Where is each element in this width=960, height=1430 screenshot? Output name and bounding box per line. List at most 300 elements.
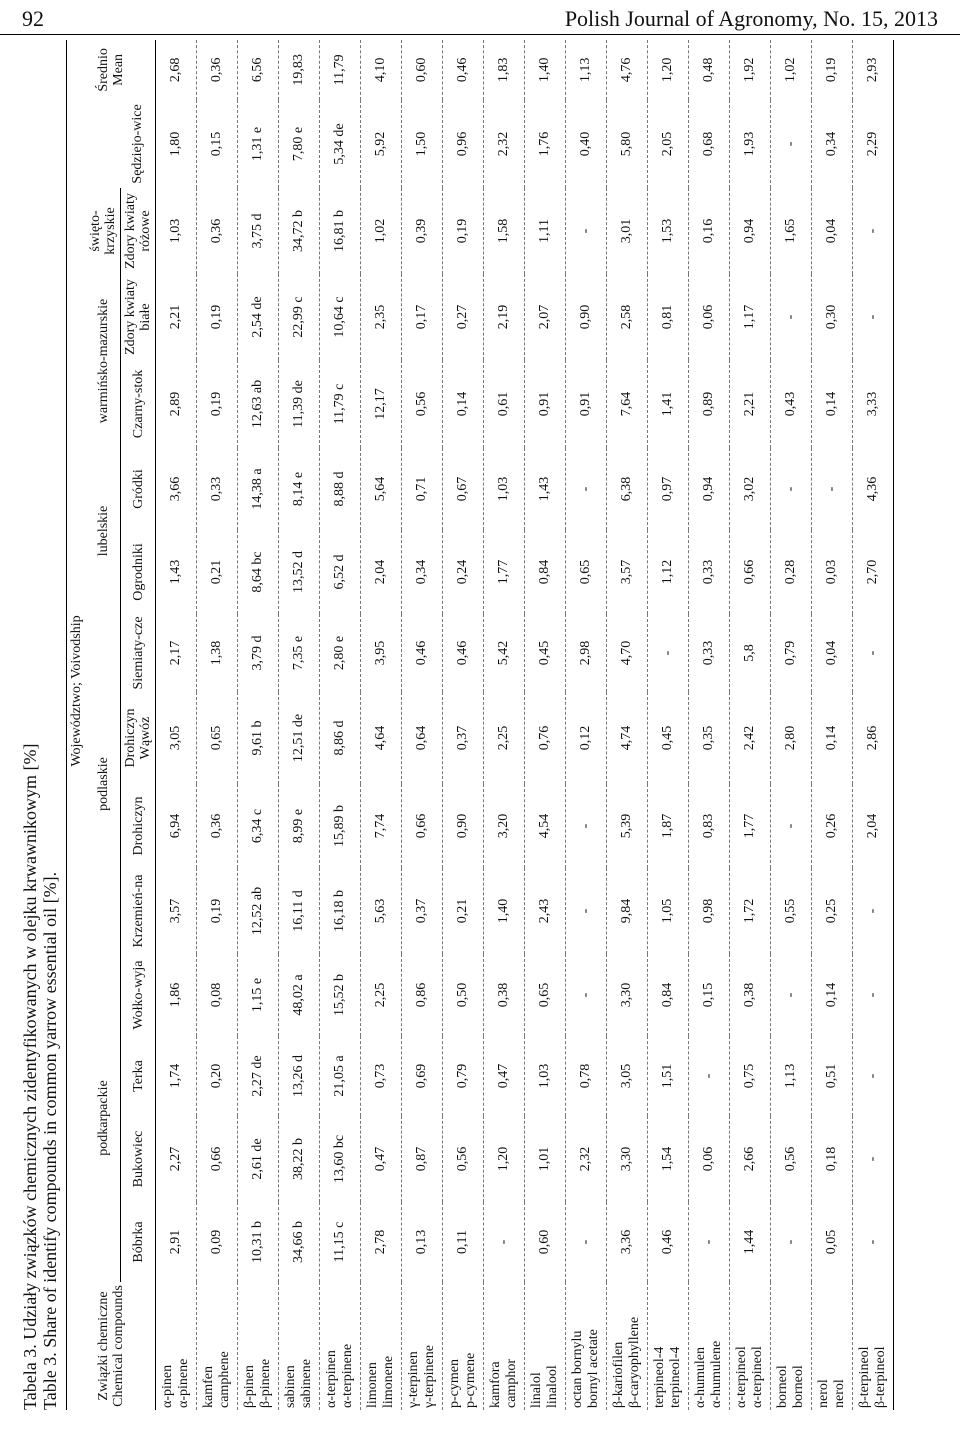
value-cell: 13,60 bc [320,1116,361,1202]
compound-name-en: β-pinene [258,1358,273,1408]
location-column-header: Siemiaty-cze [121,614,156,692]
value-cell: 0,38 [730,954,771,1036]
value-cell: 0,15 [197,100,238,188]
value-cell: 16,11 d [279,868,320,954]
value-cell: 0,55 [771,868,812,954]
column-header-row [121,40,156,1410]
value-cell: - [853,1202,894,1282]
value-cell: 0,19 [197,868,238,954]
value-cell: 16,18 b [320,868,361,954]
value-cell: 2,35 [361,274,402,360]
value-cell: 1,05 [648,868,689,954]
value-cell: 0,45 [648,692,689,784]
value-cell: - [689,1036,730,1116]
mean-cell: 11,79 [320,40,361,100]
value-cell: 6,38 [607,448,648,530]
value-cell: 1,31 e [238,100,279,188]
value-cell: 21,05 a [320,1036,361,1116]
compound-name-en: α-pinene [176,1358,191,1408]
location-column-header: Krzemień-na [121,868,156,954]
value-cell: 3,20 [484,784,525,868]
value-cell: - [566,868,607,954]
value-cell: 1,65 [771,188,812,274]
value-cell: 0,14 [812,954,853,1036]
value-cell: 0,71 [402,448,443,530]
location-column-header: Czarny-stok [121,360,156,448]
page-header [0,0,960,35]
value-cell: 0,19 [197,274,238,360]
value-cell: 3,30 [607,1116,648,1202]
value-cell: 1,41 [648,360,689,448]
compound-name-cell [771,1282,812,1410]
value-cell: 3,33 [853,360,894,448]
table-row [443,40,484,1410]
compound-name-pl: α-terpinen [324,1350,339,1408]
compound-name-cell [238,1282,279,1410]
value-cell: - [853,274,894,360]
value-cell: 22,99 c [279,274,320,360]
value-cell: 2,86 [853,692,894,784]
table-head [67,40,156,1410]
value-cell: 0,56 [443,1116,484,1202]
voivodship-group-header: święto-krzyskie [86,188,121,274]
value-cell: 2,32 [484,100,525,188]
value-cell: 0,04 [812,614,853,692]
value-cell: 1,43 [525,448,566,530]
value-cell: 0,14 [812,360,853,448]
value-cell: 2,27 [156,1116,197,1202]
value-cell: 5,34 de [320,100,361,188]
value-cell: - [771,1202,812,1282]
compound-name-en: γ-terpinene [422,1345,437,1408]
value-cell: 4,36 [853,448,894,530]
value-cell: - [566,448,607,530]
value-cell: 4,74 [607,692,648,784]
compound-name-pl: β-pinen [242,1365,257,1408]
value-cell: 3,57 [156,868,197,954]
value-cell: - [853,868,894,954]
compound-name-en: terpineol-4 [668,1346,683,1408]
value-cell: 1,93 [730,100,771,188]
value-cell: 0,20 [197,1036,238,1116]
table-row [853,40,894,1410]
value-cell: - [484,1202,525,1282]
value-cell: 0,45 [525,614,566,692]
value-cell: 0,26 [812,784,853,868]
value-cell: 0,33 [689,614,730,692]
value-cell: 12,51 de [279,692,320,784]
value-cell: - [853,614,894,692]
value-cell: 0,46 [402,614,443,692]
value-cell: 2,25 [484,692,525,784]
value-cell: 0,15 [689,954,730,1036]
compound-name-pl: limonen [365,1362,380,1408]
value-cell: 10,31 b [238,1202,279,1282]
value-cell: 0,35 [689,692,730,784]
value-cell: 0,19 [443,188,484,274]
mean-cell: 6,56 [238,40,279,100]
table-row [730,40,771,1410]
compound-name-en: β-caryophyllene [627,1316,642,1408]
value-cell: 8,88 d [320,448,361,530]
value-cell: 1,02 [361,188,402,274]
value-cell: 0,06 [689,1116,730,1202]
value-cell: 2,43 [525,868,566,954]
value-cell: 0,36 [197,784,238,868]
value-cell: 0,12 [566,692,607,784]
value-cell: 6,52 d [320,530,361,614]
compound-name-en: borneol [791,1365,806,1408]
value-cell: 0,06 [689,274,730,360]
page-number: 92 [22,6,44,31]
value-cell: 2,91 [156,1202,197,1282]
value-cell: - [853,1116,894,1202]
mean-cell: 4,10 [361,40,402,100]
value-cell: 2,19 [484,274,525,360]
value-cell: 4,70 [607,614,648,692]
value-cell: 4,54 [525,784,566,868]
value-cell: 0,84 [525,530,566,614]
value-cell: 1,01 [525,1116,566,1202]
value-cell: 1,77 [730,784,771,868]
voivodship-group-header: warmińsko-mazurskie [86,274,121,448]
compound-name-en: camphor [504,1359,519,1408]
value-cell: 2,07 [525,274,566,360]
value-cell: - [853,188,894,274]
compound-name-cell [525,1282,566,1410]
value-cell: 0,38 [484,954,525,1036]
value-cell: 0,24 [443,530,484,614]
value-cell: 0,91 [566,360,607,448]
mean-cell: 1,02 [771,40,812,100]
value-cell: 0,13 [402,1202,443,1282]
value-cell: 1,77 [484,530,525,614]
compound-name-cell [566,1282,607,1410]
compound-name-pl: linalol [529,1372,544,1408]
table-row [279,40,320,1410]
location-column-header: Gródki [121,448,156,530]
value-cell: 1,03 [525,1036,566,1116]
value-cell: 11,15 c [320,1202,361,1282]
value-cell: 0,65 [525,954,566,1036]
compound-name-pl: kamfora [488,1361,503,1408]
value-cell: 6,34 c [238,784,279,868]
value-cell: 0,33 [197,448,238,530]
value-cell: 0,50 [443,954,484,1036]
value-cell: 0,33 [689,530,730,614]
value-cell: 0,61 [484,360,525,448]
table-row [484,40,525,1410]
value-cell: - [853,954,894,1036]
value-cell: 0,56 [771,1116,812,1202]
value-cell: 1,40 [484,868,525,954]
value-cell: 2,04 [853,784,894,868]
mean-cell: 2,93 [853,40,894,100]
table-row [320,40,361,1410]
value-cell: 0,66 [197,1116,238,1202]
value-cell: 1,38 [197,614,238,692]
value-cell: 0,11 [443,1202,484,1282]
compound-name-cell [648,1282,689,1410]
value-cell: 0,97 [648,448,689,530]
mean-cell: 1,20 [648,40,689,100]
value-cell: 7,35 e [279,614,320,692]
compound-name-pl: α-pinen [160,1364,175,1408]
value-cell: 34,66 b [279,1202,320,1282]
value-cell: 0,87 [402,1116,443,1202]
compound-name-en: sabinene [299,1359,314,1408]
value-cell: - [771,784,812,868]
table-row [812,40,853,1410]
value-cell: 8,14 e [279,448,320,530]
compound-name-en: β-terpineol [873,1346,888,1408]
value-cell: 1,58 [484,188,525,274]
value-cell: 2,54 de [238,274,279,360]
value-cell: 2,70 [853,530,894,614]
value-cell: 0,96 [443,100,484,188]
value-cell: 1,15 e [238,954,279,1036]
value-cell: 2,66 [730,1116,771,1202]
location-column-header: Sędziejo-wice [121,100,156,188]
table-row [648,40,689,1410]
value-cell: 3,95 [361,614,402,692]
value-cell: 0,09 [197,1202,238,1282]
compound-name-en: linalool [545,1365,560,1408]
value-cell: 0,64 [402,692,443,784]
voivodship-group-header: podlaskie [86,614,121,954]
value-cell: 1,12 [648,530,689,614]
value-cell: 3,66 [156,448,197,530]
compound-name-en: α-terpineol [750,1346,765,1408]
mean-header: Średnio Mean [67,40,156,100]
compound-name-cell [443,1282,484,1410]
caption-polish: Tabela 3. Udziały związków chemicznych zidentyfikowanych w olejku krwawnikowym [%] [20,743,40,1410]
compound-name-en: limonene [381,1355,396,1408]
mean-cell: 0,19 [812,40,853,100]
compound-name-pl: α-humulen [693,1347,708,1408]
value-cell: - [812,448,853,530]
table-row [361,40,402,1410]
value-cell: 10,64 c [320,274,361,360]
location-column-header: Ogrodniki [121,530,156,614]
value-cell: 1,44 [730,1202,771,1282]
value-cell: 15,52 b [320,954,361,1036]
value-cell: 13,26 d [279,1036,320,1116]
table-caption [20,40,60,1410]
table-body [156,40,894,1410]
compound-name-en: bornyl acetate [586,1329,601,1408]
value-cell: 2,32 [566,1116,607,1202]
value-cell: 1,72 [730,868,771,954]
journal-title: Polish Journal of Agronomy, No. 15, 2013 [564,6,938,31]
compound-name-pl: terpineol-4 [652,1346,667,1408]
value-cell: 0,83 [689,784,730,868]
value-cell: 2,21 [730,360,771,448]
value-cell: 5,63 [361,868,402,954]
value-cell: 0,76 [525,692,566,784]
value-cell: 3,01 [607,188,648,274]
value-cell: 38,22 b [279,1116,320,1202]
compound-name-en: α-terpinene [340,1343,355,1408]
value-cell: 1,03 [156,188,197,274]
compound-name-pl: β-kariofilen [611,1341,626,1408]
value-cell: 14,38 a [238,448,279,530]
value-cell: 2,25 [361,954,402,1036]
value-cell: 0,73 [361,1036,402,1116]
value-cell: 0,25 [812,868,853,954]
value-cell: 0,28 [771,530,812,614]
table-row [607,40,648,1410]
value-cell: 5,8 [730,614,771,692]
value-cell: 2,80 e [320,614,361,692]
value-cell: 0,69 [402,1036,443,1116]
compound-header: Związki chemiczne Chemical compounds [67,1282,156,1410]
value-cell: 3,75 d [238,188,279,274]
value-cell: 3,02 [730,448,771,530]
value-cell: 0,19 [197,360,238,448]
value-cell: 12,17 [361,360,402,448]
value-cell: 0,04 [812,188,853,274]
value-cell: 0,67 [443,448,484,530]
compound-name-cell [853,1282,894,1410]
compound-name-cell [197,1282,238,1410]
value-cell: 3,05 [607,1036,648,1116]
value-cell: 1,51 [648,1036,689,1116]
value-cell: 0,37 [402,868,443,954]
table-row [238,40,279,1410]
value-cell: 1,43 [156,530,197,614]
table-row [402,40,443,1410]
value-cell: 0,86 [402,954,443,1036]
value-cell: 0,79 [771,614,812,692]
value-cell: 5,64 [361,448,402,530]
table-row [525,40,566,1410]
compound-name-cell [812,1282,853,1410]
mean-cell: 0,60 [402,40,443,100]
mean-cell: 1,13 [566,40,607,100]
table-row [689,40,730,1410]
compound-name-en: nerol [832,1379,847,1408]
value-cell: 0,47 [484,1036,525,1116]
value-cell: 1,03 [484,448,525,530]
value-cell: 0,68 [689,100,730,188]
value-cell: 1,86 [156,954,197,1036]
value-cell: 11,79 c [320,360,361,448]
value-cell: 34,72 b [279,188,320,274]
location-column-header: Drohiczyn Wąwóz [121,692,156,784]
value-cell: 0,08 [197,954,238,1036]
value-cell: 2,05 [648,100,689,188]
value-cell: - [771,954,812,1036]
value-cell: 4,64 [361,692,402,784]
compound-name-en: α-humulene [709,1340,724,1408]
value-cell: 2,78 [361,1202,402,1282]
value-cell: 0,16 [689,188,730,274]
value-cell: 0,90 [566,274,607,360]
compound-name-pl: p-cymen [447,1359,462,1408]
value-cell: 0,14 [443,360,484,448]
compound-name-cell [607,1282,648,1410]
location-column-header: Bóbrka [121,1202,156,1282]
value-cell: 11,39 de [279,360,320,448]
location-column-header: Terka [121,1036,156,1116]
value-cell: 0,43 [771,360,812,448]
value-cell: 0,30 [812,274,853,360]
compound-name-cell [402,1282,443,1410]
mean-cell: 19,83 [279,40,320,100]
compound-name-pl: nerol [816,1379,831,1408]
value-cell: 0,89 [689,360,730,448]
value-cell: 0,46 [648,1202,689,1282]
value-cell: 0,21 [197,530,238,614]
value-cell: 7,64 [607,360,648,448]
value-cell: 3,57 [607,530,648,614]
compound-name-cell [279,1282,320,1410]
table-row [566,40,607,1410]
value-cell: 3,05 [156,692,197,784]
value-cell: - [771,100,812,188]
compound-name-pl: borneol [775,1365,790,1408]
value-cell: 9,84 [607,868,648,954]
value-cell: 15,89 b [320,784,361,868]
value-cell: 0,75 [730,1036,771,1116]
location-column-header: Zdory kwiaty różowe [121,188,156,274]
compound-name-pl: β-terpineol [857,1346,872,1408]
value-cell: 0,78 [566,1036,607,1116]
compound-name-en: camphene [217,1351,232,1408]
voivodship-header: Województwo; Voivodship [67,100,87,1282]
compound-table [66,40,894,1410]
value-cell: 0,81 [648,274,689,360]
table-row [156,40,197,1410]
value-cell: 0,90 [443,784,484,868]
value-cell: 12,63 ab [238,360,279,448]
value-cell: 0,51 [812,1036,853,1116]
mean-cell: 1,92 [730,40,771,100]
mean-cell: 0,36 [197,40,238,100]
value-cell: 0,60 [525,1202,566,1282]
mean-cell: 4,76 [607,40,648,100]
value-cell: 8,86 d [320,692,361,784]
value-cell: - [566,188,607,274]
value-cell: 5,39 [607,784,648,868]
value-cell: 12,52 ab [238,868,279,954]
value-cell: 8,99 e [279,784,320,868]
location-column-header: Bukowiec [121,1116,156,1202]
value-cell: 0,65 [566,530,607,614]
value-cell: 1,11 [525,188,566,274]
value-cell: - [566,784,607,868]
value-cell: 5,42 [484,614,525,692]
value-cell: 0,65 [197,692,238,784]
value-cell: 2,04 [361,530,402,614]
value-cell: 2,21 [156,274,197,360]
value-cell: 0,34 [812,100,853,188]
compound-name-pl: kamfen [201,1366,216,1408]
value-cell: - [771,448,812,530]
value-cell: 2,27 de [238,1036,279,1116]
value-cell: 2,17 [156,614,197,692]
mean-cell: 1,83 [484,40,525,100]
value-cell: 0,46 [443,614,484,692]
value-cell: 0,56 [402,360,443,448]
value-cell: 0,27 [443,274,484,360]
value-cell: 1,53 [648,188,689,274]
voivodship-group-header: lubelskie [86,448,121,614]
value-cell: 0,18 [812,1116,853,1202]
value-cell: 13,52 d [279,530,320,614]
value-cell: 48,02 a [279,954,320,1036]
